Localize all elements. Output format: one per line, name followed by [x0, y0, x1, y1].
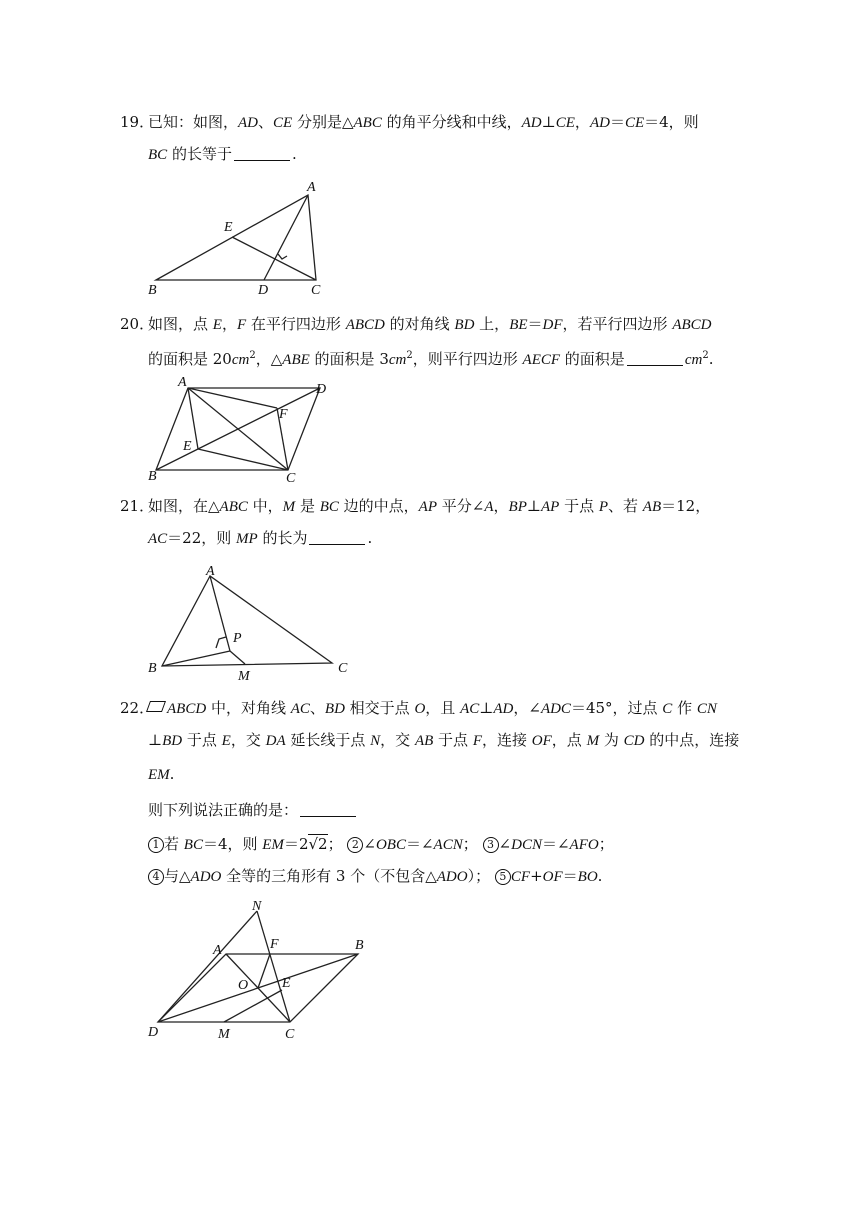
svg-text:A: A [178, 375, 187, 390]
q22-figure [140, 894, 380, 1046]
svg-text:E: E [183, 439, 192, 454]
q20-line2: 的面积是 $20cm^2$，△ABE 的面积是 $3cm^2$，则平行四边形 AECF 的面积是 $cm^2$. [148, 350, 714, 368]
svg-text:A: A [213, 943, 222, 958]
q22-options-line1: 1 若 BC＝4，则 EM＝2√2； 2 ∠OBC＝∠ACN； 3 ∠DCN＝∠AFO； [148, 834, 614, 855]
q21-number: 21． [120, 497, 155, 515]
q19-number: 19． [120, 113, 155, 131]
q21-line1: 如图，在△ABC 中，M 是 BC 边的中点，AP 平分∠A，BP⊥AP 于点 P、若 AB＝12， [148, 497, 711, 515]
q19-figure [140, 176, 340, 298]
svg-text:O: O [238, 978, 249, 993]
svg-text:C: C [285, 1027, 295, 1042]
svg-text:B: B [148, 661, 157, 676]
answer-blank[interactable] [234, 146, 290, 161]
parallelogram-icon [146, 701, 166, 712]
svg-text:B: B [148, 283, 157, 298]
svg-text:C: C [311, 283, 321, 298]
svg-text:C: C [338, 661, 348, 676]
q19-line2: BC 的长等于 . [148, 145, 297, 163]
svg-text:M: M [218, 1027, 230, 1042]
q22-number: 22． [120, 699, 155, 717]
svg-text:N: N [252, 899, 262, 914]
answer-blank[interactable] [309, 530, 365, 545]
svg-text:B: B [355, 938, 364, 953]
q22-line2: ⊥BD 于点 E，交 DA 延长线于点 N，交 AB 于点 F，连接 OF，点 M 为 CD 的中点，连接 [148, 731, 740, 749]
svg-text:E: E [224, 220, 233, 235]
q22-options-line2: 4 与△ADO 全等的三角形有 3 个（不包含△ADO）； 5 CF+OF＝BO. [148, 866, 602, 887]
answer-blank[interactable] [627, 351, 683, 366]
svg-text:A: A [206, 564, 215, 579]
svg-text:P: P [233, 631, 242, 646]
svg-text:F: F [270, 937, 279, 952]
q19-line1: 已知：如图，AD、CE 分别是△ABC 的角平分线和中线，AD⊥CE，AD＝CE＝4，则 [148, 113, 699, 131]
q22-line4: 则下列说法正确的是： [148, 800, 358, 820]
q20-figure [140, 372, 340, 484]
svg-text:D: D [148, 1025, 159, 1040]
q20-line1: 如图，点 E，F 在平行四边形 ABCD 的对角线 BD 上，BE＝DF，若平行四边形 ABCD [148, 315, 712, 333]
svg-text:A: A [307, 180, 316, 195]
svg-text:B: B [148, 469, 157, 484]
svg-text:C: C [286, 471, 296, 484]
svg-text:F: F [279, 407, 288, 422]
svg-text:M: M [238, 669, 250, 684]
q22-line1: ABCD 中，对角线 AC、BD 相交于点 O，且 AC⊥AD，∠ADC＝45°，过点 C 作 CN [148, 698, 717, 719]
q21-line2: AC＝22，则 MP 的长为 . [148, 529, 373, 547]
svg-text:E: E [282, 976, 291, 991]
svg-text:D: D [258, 283, 269, 298]
q22-line3: EM. [148, 765, 175, 783]
q20-number: 20． [120, 315, 155, 333]
svg-text:D: D [316, 382, 327, 397]
answer-blank[interactable] [300, 802, 356, 817]
q21-figure [140, 560, 360, 684]
